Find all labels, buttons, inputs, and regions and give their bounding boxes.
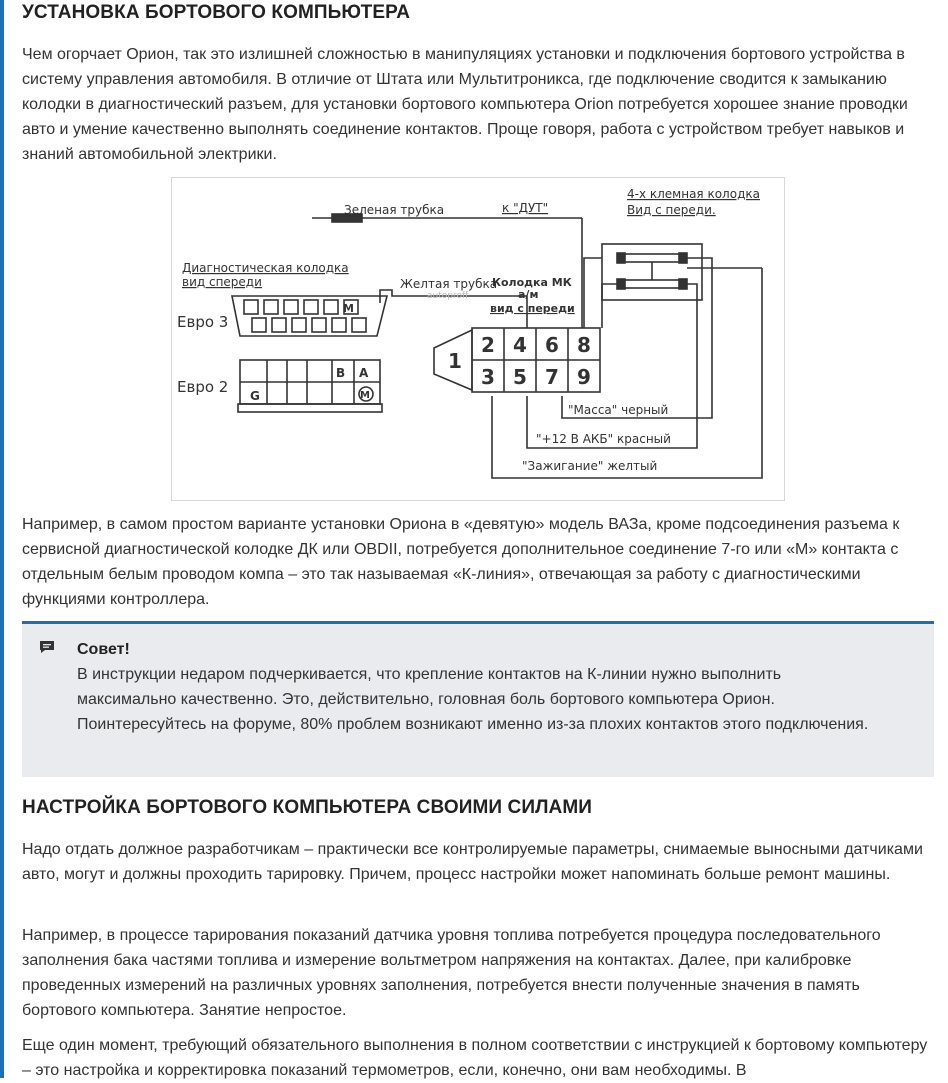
comment-icon — [39, 640, 55, 654]
paragraph-intro: Чем огорчает Орион, так это излишней сложностью в манипуляциях установки и подключения бортового устройства в систему управления автомобиля. В отличие от Штата или Мультитроникса, где подключение сводится к замыканию колодки в диагностический разъем, для установки бортового компьютера Orion потребуется хорошее знание проводки авто и умение качественно выполнять соединение контактов. Проще говоря, работа с устройством требует навыков и знаний автомобильной электрики. — [22, 46, 908, 163]
mk-pin-3: 3 — [481, 365, 495, 389]
euro3-connector — [232, 296, 387, 336]
label-to-dut: к "ДУТ" — [502, 201, 549, 215]
paragraph-calibration: Надо отдать должное разработчикам – практически все контролируемые параметры, снимаемые выносными датчиками авто, могут и должны проходить тарировку. Причем, процесс настройки может напоминать больше ремонт машины. — [22, 841, 923, 883]
label-green-tube: Зеленая трубка — [344, 203, 445, 217]
label-terminal-block: 4-х клемная колодка — [627, 187, 760, 201]
euro2-pin-a: A — [359, 366, 369, 380]
label-mk-sub2: вид с переди — [490, 302, 575, 315]
label-diag-block: Диагностическая колодка — [182, 261, 349, 275]
label-mk-sub1: а/м — [518, 288, 539, 301]
section-heading-setup: НАСТРОЙКА БОРТОВОГО КОМПЬЮТЕРА СВОИМИ СИЛАМИ — [22, 797, 593, 818]
tip-box — [22, 621, 934, 777]
paragraph-example: Например, в самом простом варианте установки Ориона в «девятую» модель ВАЗа, кроме подсоединения разъема к сервисной диагностической колодке ДК или OBDII, потребуется дополнительное соединение 7-го или «М» контакта с отдельным белым проводом компа – это так называемая «К-линия», отвечающая за работу с диагностическими функциями контроллера. — [22, 516, 900, 608]
label-mk-title: Колодка МК — [492, 276, 572, 289]
euro2-pin-b: B — [336, 366, 346, 380]
label-plus12: "+12 В АКБ" красный — [536, 432, 671, 446]
paragraph-thermometers: Еще один момент, требующий обязательного выполнения в полном соответствии с инструкцией к бортовому компьютеру – это настройка и корректировка показаний термометров, если, конечно, они вам необходимы. В — [22, 1037, 928, 1079]
mk-pin-6: 6 — [545, 333, 559, 357]
label-euro2: Евро 2 — [177, 378, 229, 396]
mk-pin-8: 8 — [577, 333, 591, 357]
left-accent-bar — [0, 0, 4, 1078]
paragraph-fuel-sensor: Например, в процессе тарирования показаний датчика уровня топлива потребуется процедура последовательного заполнения бака частями топлива и измерение вольтметром напряжения на контактах. Далее, при калибровке проведенных измерений на различных уровнях заполнения, потребуется внести полученные значения в память бортового компьютера. Занятие непростое. — [22, 927, 881, 1019]
euro2-pin-m: M — [360, 390, 370, 401]
label-euro3: Евро 3 — [177, 313, 229, 331]
mk-pin-9: 9 — [577, 365, 591, 389]
mk-pin-2: 2 — [481, 333, 495, 357]
wiring-diagram — [171, 177, 785, 501]
tip-text: В инструкции недаром подчеркивается, что крепление контактов на К-линии нужно выполнить максимально качественно. Это, действительно, головная боль бортового компьютера Орион. Поинтересуйтесь на форуме, 80% проблем возникают именно из-за плохих контактов этого подключения. — [77, 666, 869, 733]
label-yellow-tube: Желтая трубка — [400, 277, 498, 291]
diagram-watermark: autoproff — [427, 291, 469, 301]
mk-pin-7: 7 — [545, 365, 559, 389]
label-terminal-block-sub: Вид с переди. — [627, 203, 716, 217]
section-heading-installation: УСТАНОВКА БОРТОВОГО КОМПЬЮТЕРА — [22, 2, 411, 23]
euro2-pin-g: G — [250, 389, 260, 403]
wiring-diagram-svg — [172, 178, 784, 500]
label-ignition: "Зажигание" желтый — [522, 459, 658, 473]
label-massa: "Масса" черный — [568, 403, 669, 417]
mk-pin-4: 4 — [513, 333, 527, 357]
euro3-pin-m: M — [343, 302, 354, 315]
mk-pin-1: 1 — [448, 349, 462, 373]
label-diag-block-sub: вид спереди — [182, 275, 262, 289]
mk-pin-5: 5 — [513, 365, 527, 389]
tip-title: Совет! — [77, 641, 130, 658]
